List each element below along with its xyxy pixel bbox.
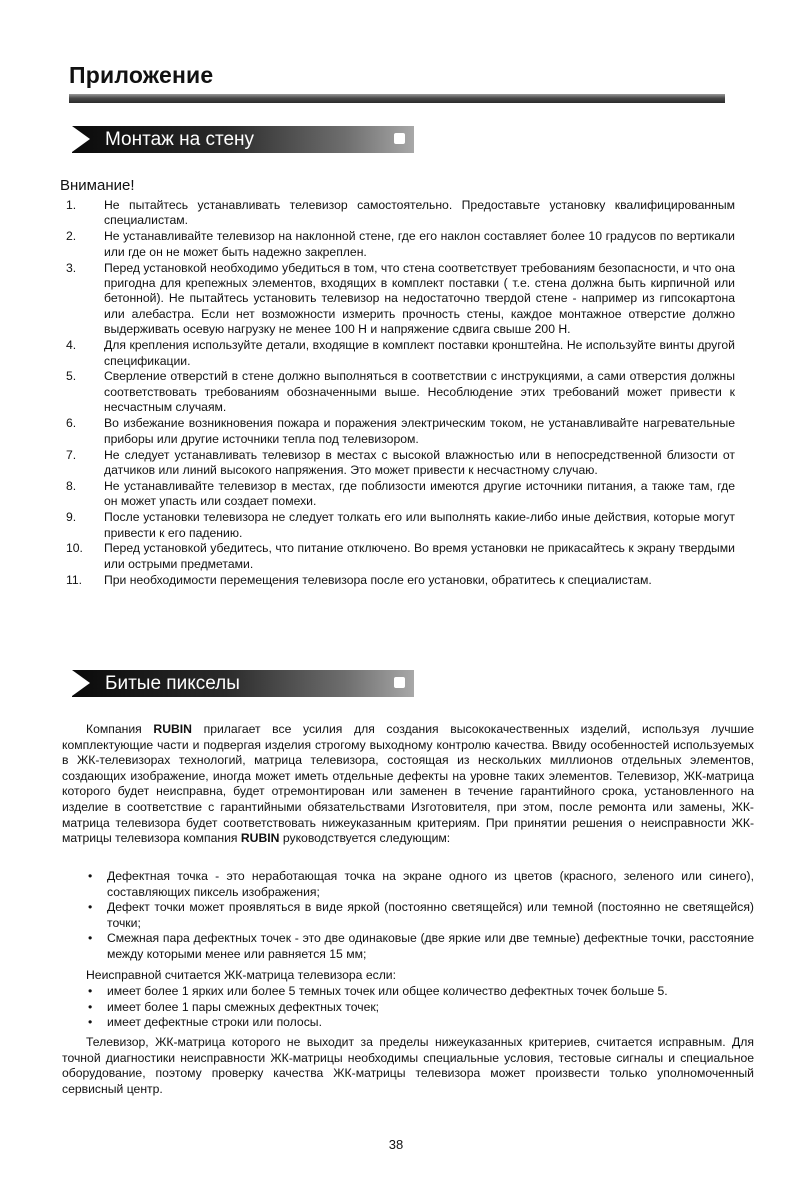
- list-item: • имеет более 1 ярких или более 5 темных точек или общее количество дефектных точек больше 5.: [86, 984, 754, 1000]
- item-number: 8.: [66, 478, 77, 493]
- section-banner-wall-mount: [72, 126, 414, 153]
- list-item: [60, 198, 735, 229]
- list-item: • Дефектная точка - это неработающая точка на экране одного из цветов (красного, зеленого или синего), составляющих пиксель изображения;: [86, 869, 754, 900]
- intro-text-start: Компания: [86, 722, 154, 736]
- list-item: [60, 573, 735, 588]
- item-number: 1.: [66, 198, 77, 212]
- item-number: 2.: [66, 229, 77, 244]
- intro-text-end: руководствуется следующим:: [279, 831, 451, 846]
- item-text: Не устанавливайте телевизор на наклонной стене, где его наклон составляет более 10 градусов по вертикали или где он не может быть надежно закреплен.: [104, 229, 735, 259]
- list-item: • имеет дефектные строки или полосы.: [86, 1015, 754, 1031]
- list-item: [60, 448, 735, 479]
- brand-name: RUBIN: [240, 831, 280, 846]
- section-heading: Битые пикселы: [105, 673, 240, 694]
- item-text: Не следует устанавливать телевизор в местах с высокой влажностью или в непосредственной близости от датчиков или линий высокого напряжения. Это может привести к несчастному случаю.: [104, 447, 735, 477]
- item-text: Для крепления используйте детали, входящие в комплект поставки кронштейна. Не используйте винты другой спецификации.: [104, 338, 735, 368]
- final-paragraph: Телевизор, ЖК-матрица которого не выходит за пределы нижеуказанных критериев, считается исправным. Для точной диагностики неисправности ЖК-матрицы необходимы специальные условия, тестовые сигналы и специальное оборудование, поэтому проверку качества ЖК-матрицы телевизора может произвести только уполномоченный сервисный центр.: [62, 1035, 754, 1096]
- item-number: 6.: [66, 416, 77, 431]
- intro-text-body: прилагает все усилия для создания высококачественных изделий, используя лучшие комплектующие части и подвергая изделия строгому выходному контролю качества. Ввиду особенностей используемых в ЖК-телевизорах технологий, матрица телевизора, состоящая из нескольких миллионов отдельных элементов, создающих изображение, иногда может иметь отдельные дефекты на уровне таких элементов. Телевизор, ЖК-матрица которого будет неисправна, будет отремонтирован или заменен в течение гарантийного срока, установленного на изделие в соответствие с гарантийными обязательствами Изготовителя, при этом, после ремонта или замены, ЖК-матрица телевизора будет соответствовать нижеуказанным критериям. При принятии решения о неисправности ЖК-матрицы телевизора компания: [62, 722, 754, 846]
- arrow-icon: [72, 126, 90, 152]
- list-item: [60, 541, 735, 572]
- list-item: • Дефект точки может проявляться в виде яркой (постоянно светящейся) или темной (постоянно не светящейся) точки;: [86, 900, 754, 931]
- item-number: 7.: [66, 447, 77, 462]
- square-icon: [394, 133, 405, 144]
- item-text: После установки телевизора не следует толкать его или выполнять какие-либо иные действия, которые могут привести к его падению.: [104, 510, 735, 540]
- criteria-intro: Неисправной считается ЖК-матрица телевизора если:: [86, 968, 396, 982]
- list-item: • Смежная пара дефектных точек - это две одинаковые (две яркие или две темные) дефектные точки, расстояние между которыми менее или равняется 15 мм;: [86, 931, 754, 962]
- defect-definitions-list: [86, 869, 754, 963]
- list-item: [60, 229, 735, 260]
- page-title: Приложение: [69, 62, 214, 88]
- item-number: 9.: [66, 510, 77, 525]
- item-text: Перед установкой убедитесь, что питание отключено. Во время установки не прикасайтесь к экрану твердыми или острыми предметами.: [104, 541, 735, 571]
- item-number: 10.: [66, 541, 83, 556]
- page-number: 38: [388, 1137, 404, 1152]
- safety-list: [60, 198, 735, 589]
- item-number: 4.: [66, 338, 77, 353]
- item-text: Не пытайтесь устанавливать телевизор самостоятельно. Предоставьте установку квалифицированным специалистам.: [104, 198, 735, 228]
- section-banner-dead-pixels: [72, 670, 414, 697]
- square-icon: [394, 677, 405, 688]
- item-text: Не устанавливайте телевизор в местах, где поблизости имеются другие источники питания, а также там, где он может упасть или создает помехи.: [104, 478, 735, 509]
- list-item: [60, 416, 735, 447]
- warning-label: Внимание!: [60, 177, 135, 194]
- criteria-list: [86, 984, 754, 1031]
- item-text: Сверление отверстий в стене должно выполняться в соответствии с инструкциями, а сами отверстия должны соответствовать требованиям обозначенными выше. Несоблюдение этих требований может привести к несчастным случаям.: [104, 369, 735, 415]
- list-item: [60, 479, 735, 510]
- item-number: 11.: [66, 572, 83, 587]
- list-item: [60, 338, 735, 369]
- list-item: [60, 510, 735, 541]
- intro-paragraph: [62, 722, 754, 847]
- item-text: Во избежание возникновения пожара и поражения электрическим током, не устанавливайте нагревательные приборы или другие источники тепла под телевизором.: [104, 416, 735, 446]
- section-heading: Монтаж на стену: [105, 129, 255, 150]
- item-number: 3.: [66, 260, 77, 275]
- arrow-icon: [72, 670, 90, 696]
- item-text: При необходимости перемещения телевизора после его установки, обратитесь к специалистам.: [104, 572, 652, 587]
- list-item: • имеет более 1 пары смежных дефектных точек;: [86, 1000, 754, 1016]
- title-underline: [69, 94, 725, 103]
- brand-name: RUBIN: [153, 722, 192, 736]
- list-item: [60, 261, 735, 338]
- item-text: Перед установкой необходимо убедиться в том, что стена соответствует требованиям безопасности, и что она пригодна для крепежных элементов, входящих в комплект поставки ( т.е. стена должна быть кирпичной или бетонной). Не пытайтесь установить телевизор на недостаточно твердой стене - например из гипсокартона или алебастра. Если нет возможности измерить прочность стены, каждое монтажное отверстие должно выдерживать осевую нагрузку не менее 100 Н и напряжение сдвига свыше 200 Н.: [104, 260, 735, 337]
- item-number: 5.: [66, 369, 77, 384]
- list-item: [60, 369, 735, 415]
